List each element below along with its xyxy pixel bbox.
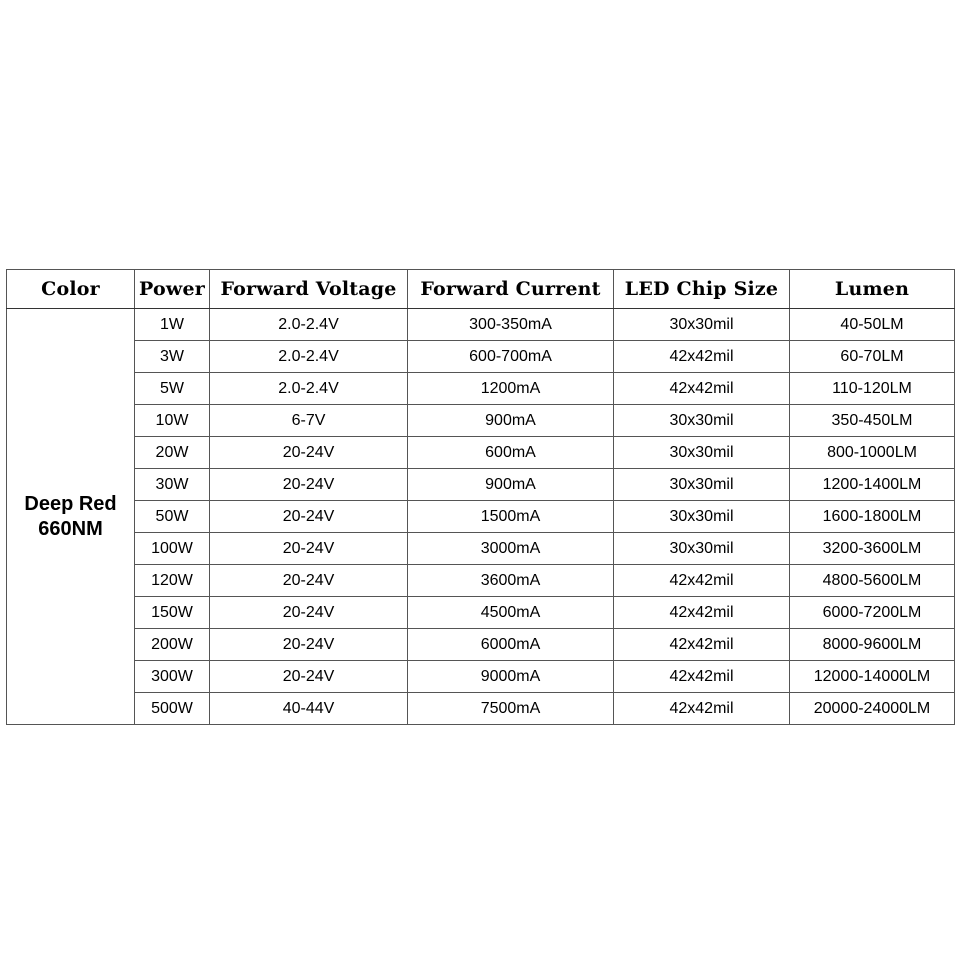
cell-lumen: 12000-14000LM	[790, 661, 955, 693]
cell-forward-current: 6000mA	[408, 629, 614, 661]
cell-forward-voltage: 20-24V	[210, 629, 408, 661]
cell-forward-voltage: 20-24V	[210, 565, 408, 597]
table-row	[7, 661, 955, 693]
table-row	[7, 501, 955, 533]
table-row	[7, 373, 955, 405]
cell-forward-voltage: 2.0-2.4V	[210, 309, 408, 341]
cell-power: 500W	[135, 693, 210, 725]
cell-lumen: 6000-7200LM	[790, 597, 955, 629]
cell-power: 3W	[135, 341, 210, 373]
cell-forward-current: 3600mA	[408, 565, 614, 597]
cell-forward-voltage: 2.0-2.4V	[210, 341, 408, 373]
header-forward-voltage: Forward Voltage	[210, 270, 408, 309]
cell-forward-voltage: 20-24V	[210, 661, 408, 693]
cell-chip-size: 30x30mil	[614, 501, 790, 533]
table-row	[7, 309, 955, 341]
cell-power: 200W	[135, 629, 210, 661]
table-row	[7, 597, 955, 629]
table-row	[7, 405, 955, 437]
cell-chip-size: 30x30mil	[614, 469, 790, 501]
cell-forward-voltage: 20-24V	[210, 597, 408, 629]
color-label-line1: Deep Red	[24, 492, 117, 515]
cell-forward-voltage: 20-24V	[210, 437, 408, 469]
cell-power: 120W	[135, 565, 210, 597]
led-spec-table	[6, 269, 955, 725]
cell-chip-size: 42x42mil	[614, 629, 790, 661]
cell-chip-size: 30x30mil	[614, 309, 790, 341]
color-label-line2: 660NM	[38, 517, 103, 540]
cell-lumen: 60-70LM	[790, 341, 955, 373]
cell-chip-size: 30x30mil	[614, 533, 790, 565]
table-body	[7, 309, 955, 725]
cell-forward-current: 9000mA	[408, 661, 614, 693]
header-power: Power	[135, 270, 210, 309]
cell-forward-current: 1200mA	[408, 373, 614, 405]
cell-power: 10W	[135, 405, 210, 437]
color-cell	[7, 309, 135, 725]
header-row	[7, 270, 955, 309]
cell-forward-current: 1500mA	[408, 501, 614, 533]
cell-chip-size: 42x42mil	[614, 693, 790, 725]
cell-power: 150W	[135, 597, 210, 629]
cell-forward-current: 600-700mA	[408, 341, 614, 373]
cell-forward-voltage: 20-24V	[210, 469, 408, 501]
cell-chip-size: 30x30mil	[614, 437, 790, 469]
cell-forward-current: 7500mA	[408, 693, 614, 725]
cell-lumen: 20000-24000LM	[790, 693, 955, 725]
cell-forward-current: 3000mA	[408, 533, 614, 565]
cell-chip-size: 42x42mil	[614, 565, 790, 597]
header-lumen: Lumen	[790, 270, 955, 309]
cell-power: 20W	[135, 437, 210, 469]
cell-lumen: 110-120LM	[790, 373, 955, 405]
cell-forward-voltage: 20-24V	[210, 533, 408, 565]
header-color: Color	[7, 270, 135, 309]
cell-forward-current: 900mA	[408, 405, 614, 437]
cell-forward-voltage: 20-24V	[210, 501, 408, 533]
cell-lumen: 8000-9600LM	[790, 629, 955, 661]
cell-forward-current: 600mA	[408, 437, 614, 469]
table-row	[7, 341, 955, 373]
cell-forward-voltage: 2.0-2.4V	[210, 373, 408, 405]
cell-chip-size: 42x42mil	[614, 661, 790, 693]
cell-forward-voltage: 6-7V	[210, 405, 408, 437]
table-row	[7, 437, 955, 469]
cell-power: 100W	[135, 533, 210, 565]
table-row	[7, 565, 955, 597]
cell-lumen: 40-50LM	[790, 309, 955, 341]
table-row	[7, 693, 955, 725]
cell-forward-current: 300-350mA	[408, 309, 614, 341]
cell-chip-size: 42x42mil	[614, 341, 790, 373]
cell-chip-size: 42x42mil	[614, 597, 790, 629]
cell-power: 30W	[135, 469, 210, 501]
cell-forward-current: 900mA	[408, 469, 614, 501]
cell-lumen: 800-1000LM	[790, 437, 955, 469]
header-forward-current: Forward Current	[408, 270, 614, 309]
table-row	[7, 469, 955, 501]
table-row	[7, 533, 955, 565]
cell-chip-size: 42x42mil	[614, 373, 790, 405]
cell-power: 5W	[135, 373, 210, 405]
table-row	[7, 629, 955, 661]
cell-power: 1W	[135, 309, 210, 341]
cell-lumen: 3200-3600LM	[790, 533, 955, 565]
cell-lumen: 1600-1800LM	[790, 501, 955, 533]
cell-lumen: 1200-1400LM	[790, 469, 955, 501]
cell-lumen: 4800-5600LM	[790, 565, 955, 597]
cell-power: 50W	[135, 501, 210, 533]
cell-forward-current: 4500mA	[408, 597, 614, 629]
cell-chip-size: 30x30mil	[614, 405, 790, 437]
header-led-chip-size: LED Chip Size	[614, 270, 790, 309]
cell-lumen: 350-450LM	[790, 405, 955, 437]
cell-forward-voltage: 40-44V	[210, 693, 408, 725]
cell-power: 300W	[135, 661, 210, 693]
